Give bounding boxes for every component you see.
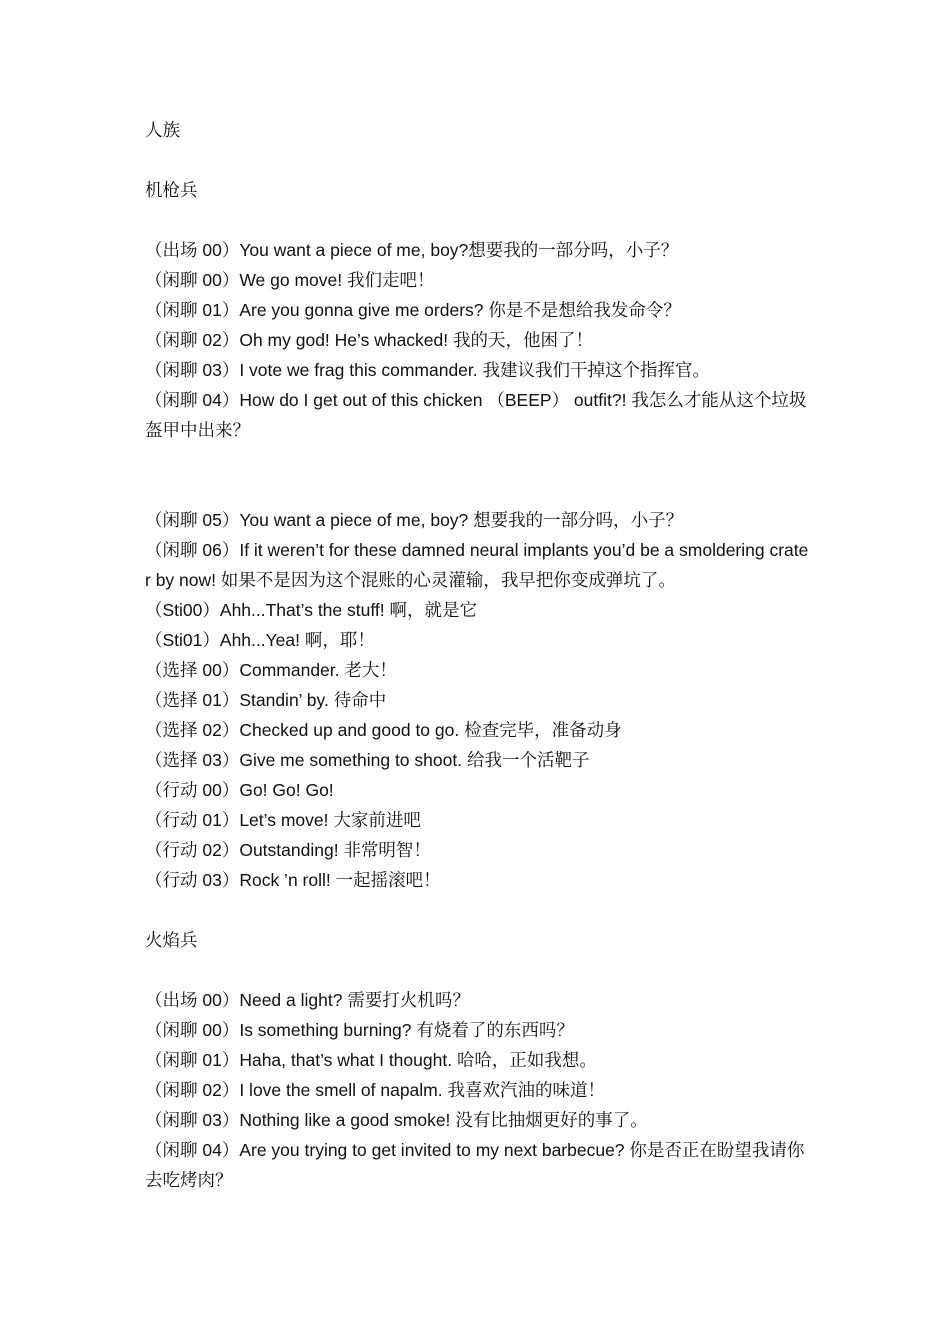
quote-english: Standin’ by. — [239, 690, 329, 710]
race-heading: 人族 — [145, 120, 180, 140]
quote-chinese: 老大！ — [344, 660, 397, 680]
quote-english: Need a light? — [239, 990, 343, 1010]
quote-chinese: 哈哈，正如我想。 — [456, 1050, 597, 1070]
quote-line — [145, 685, 810, 715]
marine-quotes-2 — [145, 505, 810, 895]
quote-line — [145, 1045, 810, 1075]
quote-chinese: 检查完毕，准备动身 — [464, 720, 622, 740]
quote-tag: （Sti00） — [145, 600, 220, 620]
quote-tag: （闲聊 02） — [145, 330, 240, 350]
quote-chinese: 你是否正在盼望我请你去吃烤肉？ — [145, 1140, 805, 1190]
spacer — [145, 895, 810, 925]
quote-chinese: 我喜欢汽油的味道！ — [447, 1080, 605, 1100]
quote-chinese: 如果不是因为这个混账的心灵灌输，我早把你变成弹坑了。 — [220, 570, 676, 590]
quote-line — [145, 1075, 810, 1105]
quote-chinese: 一起摇滚吧！ — [335, 870, 441, 890]
quote-line — [145, 805, 810, 835]
quote-english: Oh my god! He’s whacked! — [239, 330, 449, 350]
quote-english: Are you trying to get invited to my next barbecue? — [239, 1140, 625, 1160]
quote-tag: （闲聊 04） — [145, 1140, 240, 1160]
quote-chinese: 给我一个活靶子 — [466, 750, 590, 770]
quote-line — [145, 595, 810, 625]
quote-english: Are you gonna give me orders? — [239, 300, 484, 320]
quote-chinese: 我们走吧！ — [346, 270, 435, 290]
quote-tag: （出场 00） — [145, 240, 240, 260]
quote-tag: （闲聊 02） — [145, 1080, 240, 1100]
quote-tag: （闲聊 01） — [145, 1050, 240, 1070]
quote-tag: （闲聊 03） — [145, 1110, 240, 1130]
quote-chinese: 没有比抽烟更好的事了。 — [455, 1110, 648, 1130]
quote-english: Outstanding! — [239, 840, 339, 860]
quote-line — [145, 865, 810, 895]
quote-tag: （行动 01） — [145, 810, 240, 830]
quote-line — [145, 385, 810, 445]
quote-english: Is something burning? — [239, 1020, 412, 1040]
quote-tag: （Sti01） — [145, 630, 220, 650]
quote-tag: （闲聊 00） — [145, 1020, 240, 1040]
spacer — [145, 145, 810, 175]
quote-chinese: 想要我的一部分吗，小子？ — [468, 240, 679, 260]
quote-tag: （行动 03） — [145, 870, 240, 890]
marine-heading: 机枪兵 — [145, 180, 198, 200]
quote-english: Go! Go! Go! — [239, 780, 334, 800]
quote-english: Ahh...That’s the stuff! — [219, 600, 385, 620]
quote-english: We go move! — [239, 270, 343, 290]
quote-english: Ahh...Yea! — [219, 630, 301, 650]
quote-tag: （出场 00） — [145, 990, 240, 1010]
quote-english: I love the smell of napalm. — [239, 1080, 443, 1100]
quote-english: If it weren’t for these damned neural implants you’d be a smoldering crater by now! — [145, 540, 809, 590]
quote-tag: （选择 03） — [145, 750, 240, 770]
quote-chinese: 想要我的一部分吗，小子？ — [473, 510, 684, 530]
quote-line — [145, 295, 810, 325]
firebat-quotes — [145, 985, 810, 1195]
quote-line — [145, 715, 810, 745]
quote-chinese: 有烧着了的东西吗？ — [416, 1020, 574, 1040]
quote-chinese: 大家前进吧 — [333, 810, 421, 830]
quote-line — [145, 1105, 810, 1135]
quote-line — [145, 535, 810, 595]
quote-chinese: 非常明智！ — [343, 840, 431, 860]
quote-line — [145, 355, 810, 385]
document-page — [145, 115, 810, 1195]
quote-line — [145, 655, 810, 685]
quote-line — [145, 265, 810, 295]
quote-english: Rock ’n roll! — [239, 870, 331, 890]
quote-english: How do I get out of this chicken （BEEP） outfit?! — [239, 390, 627, 410]
quote-line — [145, 505, 810, 535]
spacer — [145, 445, 810, 505]
quote-tag: （闲聊 01） — [145, 300, 240, 320]
quote-chinese: 我怎么才能从这个垃圾盔甲中出来？ — [145, 390, 807, 440]
quote-chinese: 你是不是想给我发命令？ — [488, 300, 681, 320]
quote-chinese: 需要打火机吗？ — [347, 990, 470, 1010]
marine-quotes-1 — [145, 235, 810, 445]
quote-english: Commander. — [239, 660, 340, 680]
quote-tag: （选择 02） — [145, 720, 240, 740]
quote-line — [145, 1135, 810, 1195]
quote-line — [145, 1015, 810, 1045]
quote-line — [145, 775, 810, 805]
quote-tag: （闲聊 06） — [145, 540, 240, 560]
quote-tag: （闲聊 03） — [145, 360, 240, 380]
quote-line — [145, 325, 810, 355]
quote-tag: （选择 00） — [145, 660, 240, 680]
quote-english: Let’s move! — [239, 810, 329, 830]
quote-english: You want a piece of me, boy? — [239, 240, 469, 260]
quote-english: Haha, that’s what I thought. — [239, 1050, 453, 1070]
quote-english: Nothing like a good smoke! — [239, 1110, 451, 1130]
spacer — [145, 205, 810, 235]
firebat-heading: 火焰兵 — [145, 930, 198, 950]
quote-line — [145, 835, 810, 865]
quote-line — [145, 745, 810, 775]
quote-line — [145, 985, 810, 1015]
quote-tag: （选择 01） — [145, 690, 240, 710]
quote-tag: （行动 00） — [145, 780, 240, 800]
quote-tag: （闲聊 04） — [145, 390, 240, 410]
quote-tag: （闲聊 00） — [145, 270, 240, 290]
quote-line — [145, 235, 810, 265]
quote-tag: （闲聊 05） — [145, 510, 240, 530]
quote-english: You want a piece of me, boy? — [239, 510, 469, 530]
quote-chinese: 我建议我们干掉这个指挥官。 — [482, 360, 711, 380]
spacer — [145, 955, 810, 985]
quote-english: Give me something to shoot. — [239, 750, 463, 770]
quote-chinese: 我的天，他困了！ — [453, 330, 594, 350]
quote-chinese: 啊，耶！ — [304, 630, 375, 650]
quote-english: I vote we frag this commander. — [239, 360, 478, 380]
quote-tag: （行动 02） — [145, 840, 240, 860]
quote-line — [145, 625, 810, 655]
quote-chinese: 待命中 — [333, 690, 387, 710]
quote-english: Checked up and good to go. — [239, 720, 460, 740]
quote-chinese: 啊，就是它 — [389, 600, 477, 620]
